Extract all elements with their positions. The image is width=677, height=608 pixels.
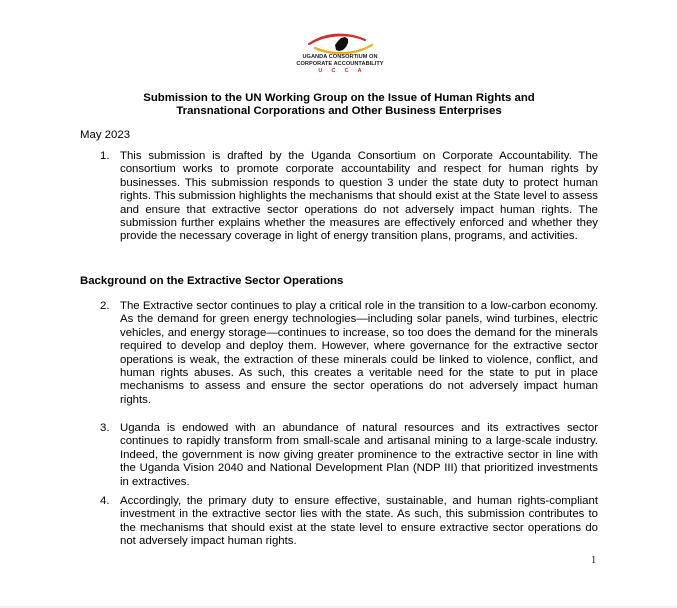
paragraph-text: Uganda is endowed with an abundance of natural resources and its extractives sector continues to rapidly transform from small-scale and artisanal mining to a large-scale industry. Indeed, the government is now giving greater prominence to the extractive sector in line with the Uganda Vision 2040 and National Development Plan (NDP III) that prioritized investments in extractives. <box>120 422 598 488</box>
section-heading: Background on the Extractive Sector Operations <box>80 275 344 287</box>
paragraph-text: Accordingly, the primary duty to ensure effective, sustainable, and human rights-compliant investment in the extractive sector lies with the state. As such, this submission contributes to the mechanisms that should exist at the state level to ensure extractive sector operations do not adversely impact human rights. <box>120 495 598 548</box>
paragraph-text: The Extractive sector continues to play a critical role in the transition to a low-carbon economy. As the demand for green energy technologies—including solar panels, wind turbines, electric vehicles, and energy storage—continues to increase, so too does the demand for the minerals required to develop and deploy them. However, where governance for the extractive sector operations is weak, the extraction of these minerals could be linked to violence, conflict, and human rights abuses. As such, this creates a veritable need for the state to put in place mechanisms to assess and ensure the sector operations do not adversely impact human rights. <box>120 300 598 406</box>
numbered-paragraph <box>100 495 598 549</box>
eye-logo-icon <box>305 28 375 56</box>
logo-org-name-line1: UGANDA CONSORTIUM ON <box>302 54 378 60</box>
paragraph-text: This submission is drafted by the Uganda Consortium on Corporate Accountability. The consortium works to promote corporate accountability and respect for human rights by businesses. This submission responds to question 3 under the state duty to protect human rights. This submission highlights the mechanisms that should exist at the State level to assess and ensure that extractive sector operations do not adversely impact human rights. The submission further explains whether the measures are effectively enforced and whether they provide the necessary coverage in light of energy transition plans, programs, and activities. <box>120 150 598 243</box>
paragraph-number: 3. <box>100 422 110 434</box>
page-number: 1 <box>591 555 597 566</box>
paragraph-number: 4. <box>100 495 110 507</box>
logo-org-name-line2: CORPORATE ACCOUNTABILITY <box>296 61 384 67</box>
document-title <box>80 92 598 119</box>
title-line-1: Submission to the UN Working Group on the Issue of Human Rights and <box>143 92 535 104</box>
paragraph-number: 1. <box>100 150 110 162</box>
logo-acronym: UCCA <box>318 68 371 74</box>
ucca-logo <box>280 26 400 78</box>
paragraph-number: 2. <box>100 300 110 312</box>
numbered-paragraph <box>100 300 598 407</box>
document-date: May 2023 <box>80 129 131 141</box>
numbered-paragraph <box>100 422 598 489</box>
title-line-2: Transnational Corporations and Other Business Enterprises <box>176 105 502 118</box>
numbered-paragraph <box>100 150 598 244</box>
